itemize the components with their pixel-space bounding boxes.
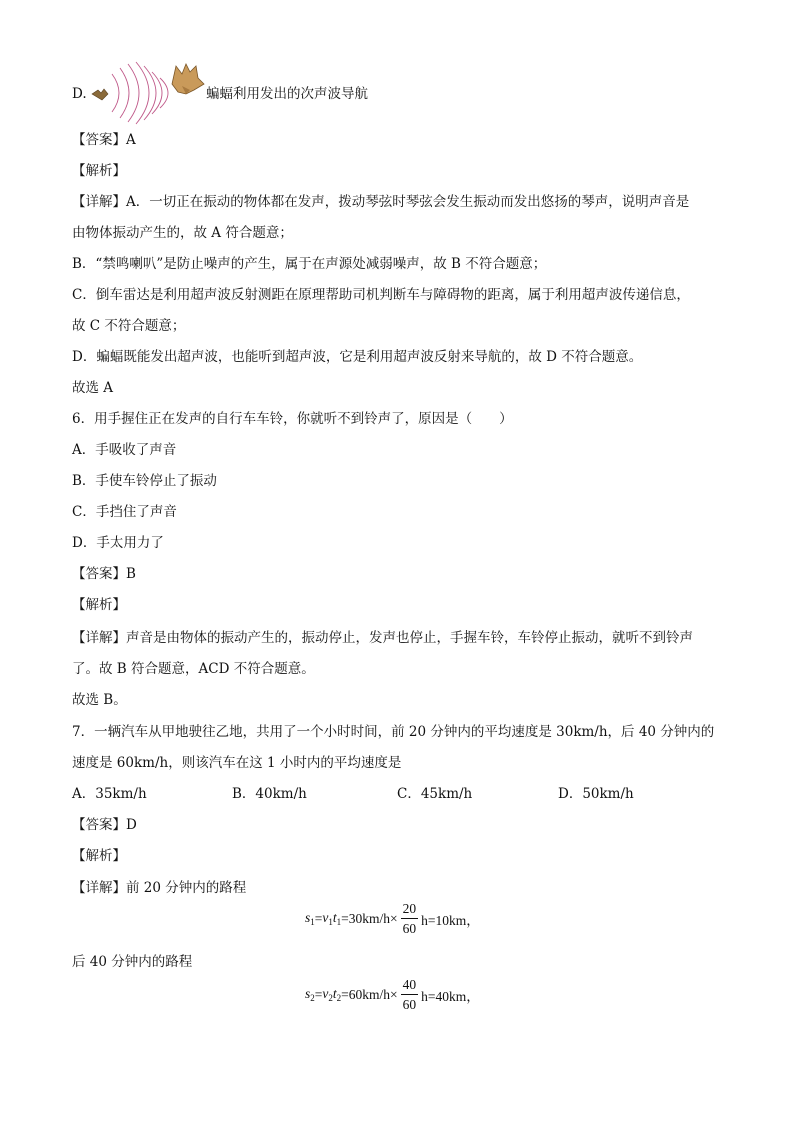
large-bat-icon [172,64,204,94]
q6-conclusion: 故选 B。 [72,692,127,708]
q5-analysis-heading: 【解析】 [72,163,126,179]
q5-detail-line-2: 由物体振动产生的，故 A 符合题意； [72,225,293,241]
q7-stem-line-2: 速度是 60km/h，则该汽车在这 1 小时内的平均速度是 [72,755,402,771]
q6-option-c: C．手挡住了声音 [72,504,177,520]
formula-distance-last-40min: $s_2$ = $v_2$ $t_2$ =60km/h× $\frac{40}{60}$ h=40km， [305,977,480,1012]
q7-option-d: D．50km/h [558,786,634,802]
q5-detail-line-1: 【详解】A．一切正在振动的物体都在发声，拨动琴弦时琴弦会发生振动而发出悠扬的琴声，说明声音是 [72,194,690,210]
q7-stem-line-1: 7．一辆汽车从甲地驶往乙地，共用了一个小时时间，前 20 分钟内的平均速度是 30km/h，后 40 分钟内的 [72,724,715,740]
bat-sound-wave-illustration [90,60,206,126]
small-bat-icon [92,89,108,100]
q6-detail-line-2: 了。故 B 符合题意，ACD 不符合题意。 [72,661,315,677]
q7-option-a: A．35km/h [72,786,147,802]
q7-detail-line-1: 【详解】前 20 分钟内的路程 [72,880,247,896]
q6-analysis-heading: 【解析】 [72,597,126,613]
q5-conclusion: 故选 A [72,380,114,396]
q7-analysis-heading: 【解析】 [72,848,126,864]
q6-stem: 6．用手握住正在发声的自行车车铃，你就听不到铃声了，原因是（ ） [72,411,513,427]
fraction-40-over-60: $\frac{40}{60}$ [402,977,417,1012]
q7-detail-line-2: 后 40 分钟内的路程 [72,954,193,970]
option-d-letter: D. [72,86,87,102]
q5-detail-line-3: B．“禁鸣喇叭”是防止噪声的产生，属于在声源处减弱噪声，故 B 不符合题意； [72,256,547,272]
option-d-text: 蝙蝠利用发出的次声波导航 [206,86,368,102]
fraction-20-over-60: $\frac{20}{60}$ [402,901,417,936]
q6-detail-line-1: 【详解】声音是由物体的振动产生的，振动停止，发声也停止，手握车铃，车铃停止振动，就听不到铃声 [72,630,693,646]
q6-option-b: B．手使车铃停止了振动 [72,473,217,489]
q6-option-d: D．手太用力了 [72,535,164,551]
q7-answer: 【答案】D [72,817,137,833]
sound-wave-arcs [112,62,168,124]
q5-detail-line-4: C．倒车雷达是利用超声波反射测距在原理帮助司机判断车与障碍物的距离，属于利用超声波传递信息， [72,287,690,303]
q5-answer: 【答案】A [72,132,136,148]
q7-options-row [72,784,722,804]
q5-detail-line-5: 故 C 不符合题意； [72,318,186,334]
q7-option-b: B．40km/h [232,786,307,802]
q6-option-a: A．手吸收了声音 [72,442,177,458]
q5-detail-line-6: D．蝙蝠既能发出超声波，也能听到超声波，它是利用超声波反射来导航的，故 D 不符合题意。 [72,349,643,365]
q7-option-c: C．45km/h [397,786,473,802]
q6-answer: 【答案】B [72,566,136,582]
formula-distance-first-20min: $s_1$ = $v_1$ $t_1$ =30km/h× $\frac{20}{60}$ h=10km， [305,901,480,936]
